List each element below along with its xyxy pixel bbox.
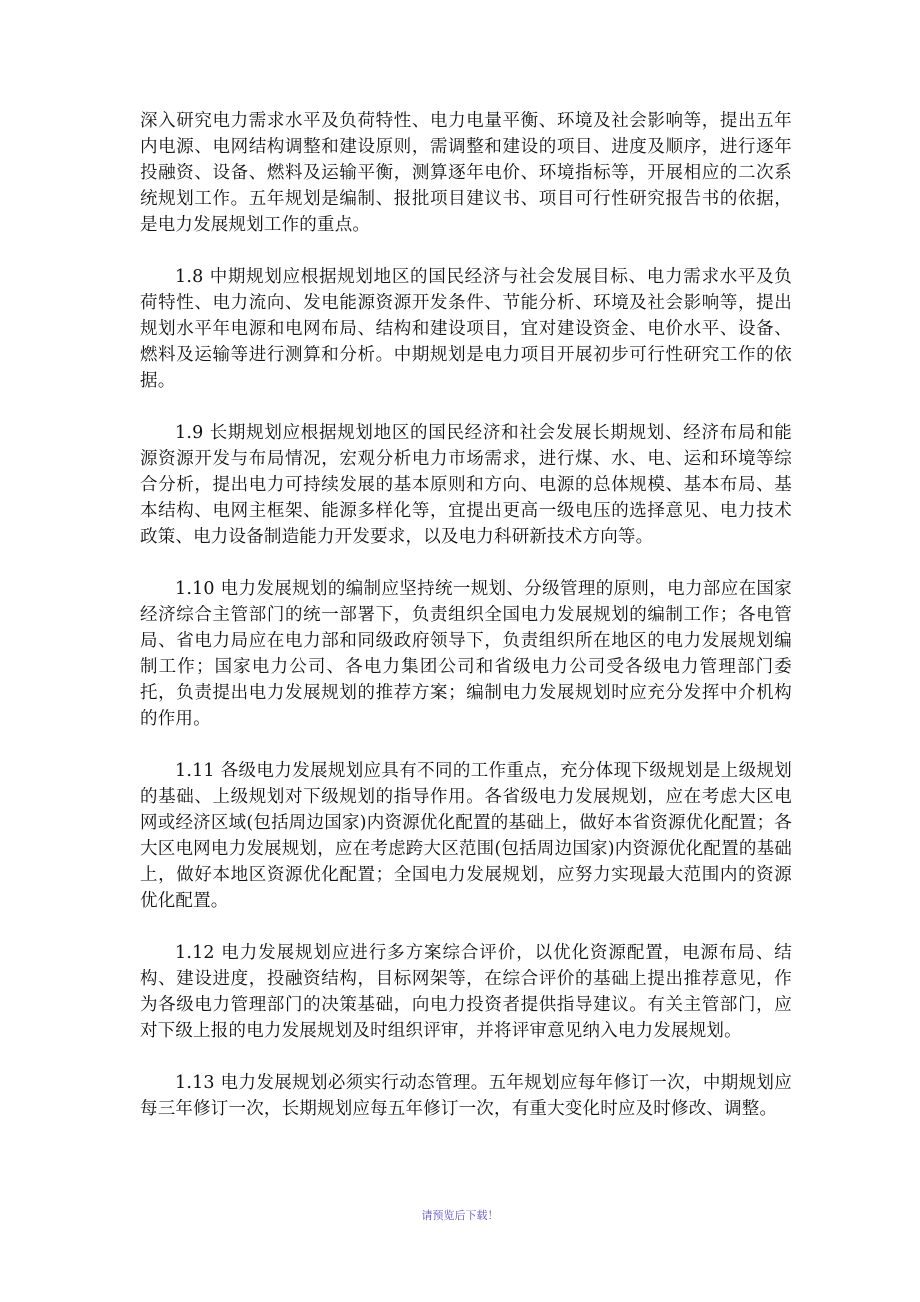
page-footer-note: 请预览后下载！: [421, 1209, 499, 1222]
paragraph-1-13: 1.13 电力发展规划必须实行动态管理。五年规划应每年修订一次，中期规划应每三年修订一次，长期规划应每五年修订一次，有重大变化时应及时修改、调整。: [140, 1073, 792, 1119]
paragraph-1-11: 1.11 各级电力发展规划应具有不同的工作重点，充分体现下级规划是上级规划的基础、上级规划对下级规划的指导作用。各省级电力发展规划，应在考虑大区电网或经济区域(包括周边国家)内资源优化配置的基础上，做好本省资源优化配置；各大区电网电力发展规划，应在考虑跨大区范围(包括周边国家)内资源优化配置的基础上，做好本地区资源优化配置；全国电力发展规划，应努力实现最大范围内的资源优化配置。: [140, 761, 792, 911]
paragraph-1-12: 1.12 电力发展规划应进行多方案综合评价，以优化资源配置，电源布局、结构、建设进度，投融资结构，目标网架等，在综合评价的基础上提出推荐意见，作为各级电力管理部门的决策基础，向电力投资者提供指导建议。有关主管部门，应对下级上报的电力发展规划及时组织评审，并将评审意见纳入电力发展规划。: [140, 943, 792, 1041]
document-body: [140, 108, 792, 1148]
paragraph-1-10: 1.10 电力发展规划的编制应坚持统一规划、分级管理的原则，电力部应在国家经济综合主管部门的统一部署下，负责组织全国电力发展规划的编制工作；各电管局、省电力局应在电力部和同级政府领导下，负责组织所在地区的电力发展规划编制工作；国家电力公司、各电力集团公司和省级电力公司受各级电力管理部门委托，负责提出电力发展规划的推荐方案；编制电力发展规划时应充分发挥中介机构的作用。: [140, 579, 792, 729]
paragraph-1-9: 1.9 长期规划应根据规划地区的国民经济和社会发展长期规划、经济布局和能源资源开发与布局情况，宏观分析电力市场需求，进行煤、水、电、运和环境等综合分析，提出电力可持续发展的基本原则和方向、电源的总体规模、基本布局、基本结构、电网主框架、能源多样化等，宜提出更高一级电压的选择意见、电力技术政策、电力设备制造能力开发要求，以及电力科研新技术方向等。: [140, 423, 792, 547]
paragraph-intro: 深入研究电力需求水平及负荷特性、电力电量平衡、环境及社会影响等，提出五年内电源、电网结构调整和建设原则，需调整和建设的项目、进度及顺序，进行逐年投融资、设备、燃料及运输平衡，测算逐年电价、环境指标等，开展相应的二次系统规划工作。五年规划是编制、报批项目建议书、项目可行性研究报告书的依据，是电力发展规划工作的重点。: [140, 111, 792, 235]
paragraph-1-8: 1.8 中期规划应根据规划地区的国民经济与社会发展目标、电力需求水平及负荷特性、电力流向、发电能源资源开发条件、节能分析、环境及社会影响等，提出规划水平年电源和电网布局、结构和建设项目，宜对建设资金、电价水平、设备、燃料及运输等进行测算和分析。中期规划是电力项目开展初步可行性研究工作的依据。: [140, 267, 792, 391]
